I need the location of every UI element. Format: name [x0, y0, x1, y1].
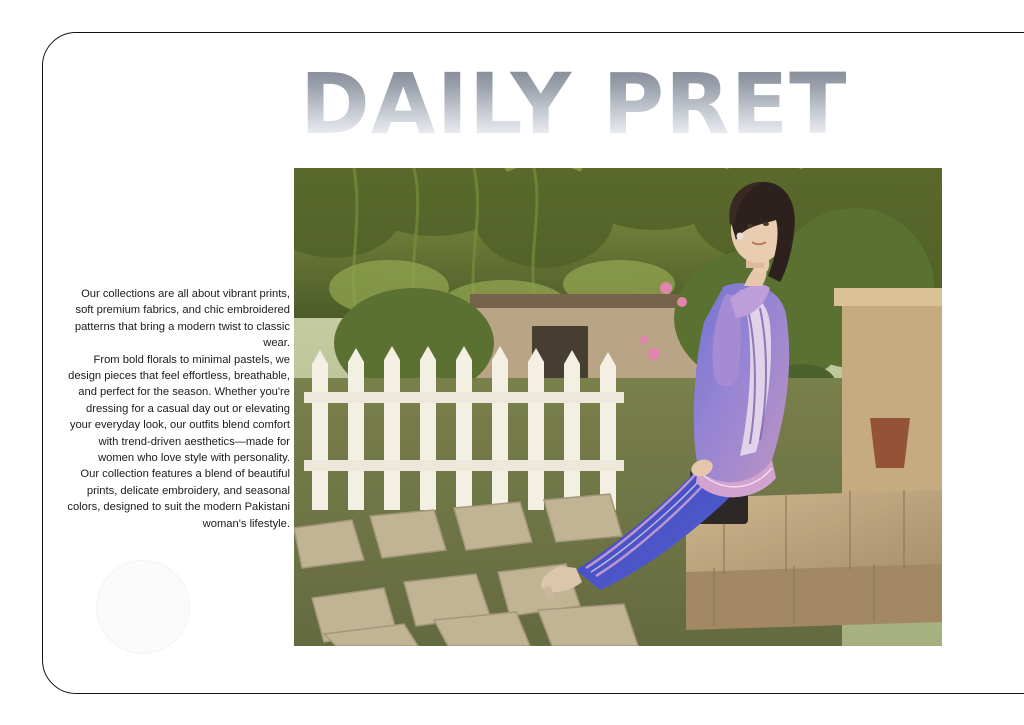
paragraph-3: Our collection features a blend of beautiful prints, delicate embroidery, and seasonal colors, designed to suit the modern Pakistani woman's lifestyle.	[67, 468, 290, 530]
body-copy	[62, 286, 290, 532]
watermark-circle	[96, 560, 190, 654]
page-title: DAILY PRET	[300, 62, 1000, 146]
paragraph-1: Our collections are all about vibrant prints, soft premium fabrics, and chic embroidered patterns that bring a modern twist to classic wear.	[74, 288, 290, 350]
hero-photo	[294, 168, 942, 646]
paragraph-2: From bold florals to minimal pastels, we design pieces that feel effortless, breathable, and perfect for the season. Whether you're dressing for a casual day out or elevating your everyday look, our outfits blend comfort with trend-driven aesthetics—made for women who love style with personality.	[68, 353, 290, 465]
